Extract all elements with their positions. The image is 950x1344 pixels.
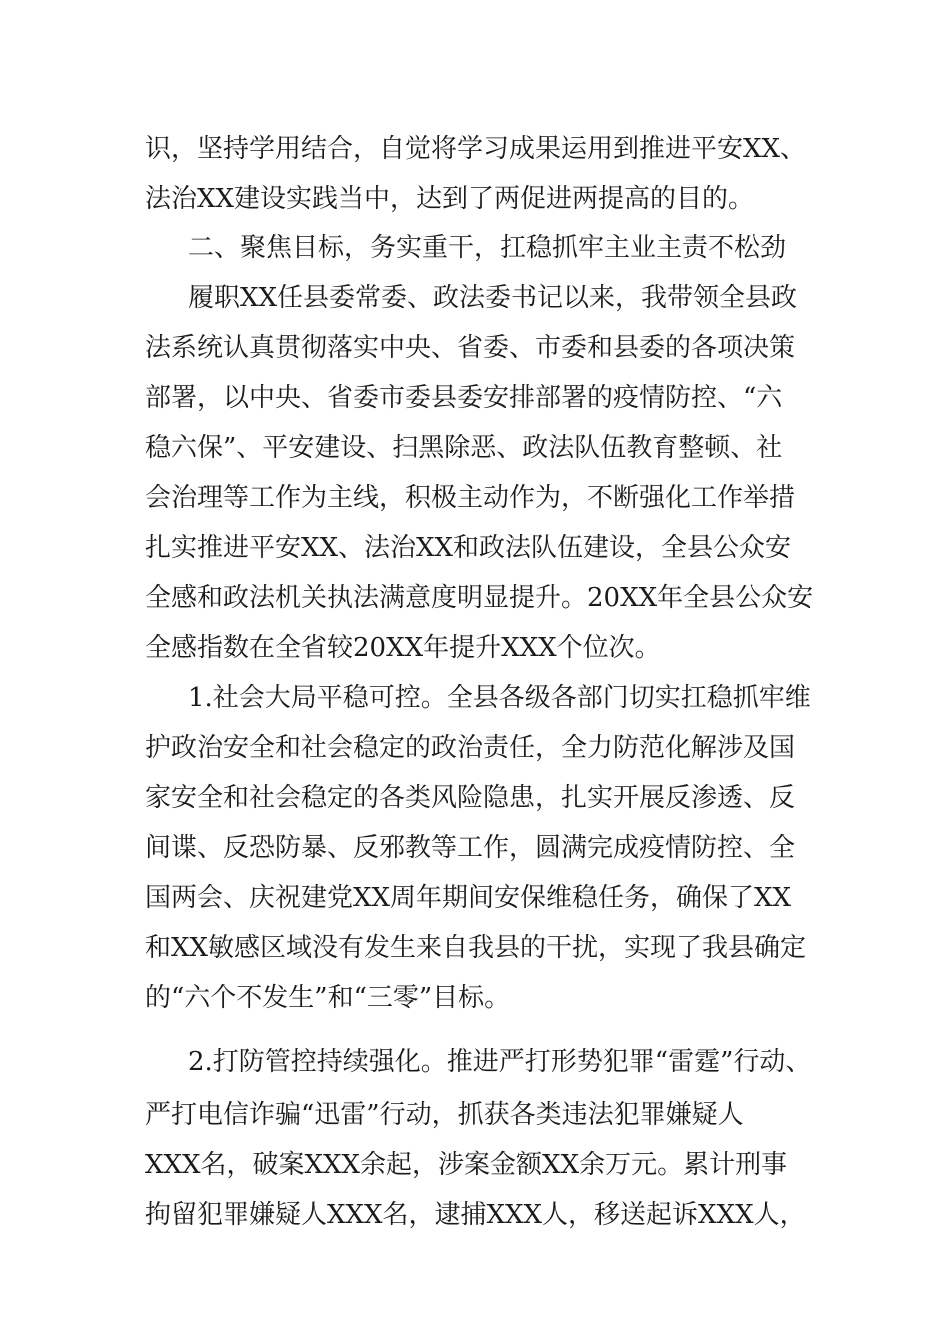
text-line-2: 法治XX建设实践当中，达到了两促进两提高的目的。 — [145, 184, 755, 214]
text-line-11: 全感指数在全省较20XX年提升XXX个位次。 — [145, 633, 661, 663]
text-line-9: 扎实推进平安XX、法治XX和政法队伍建设，全县公众安 — [145, 533, 792, 563]
text-line-13: 护政治安全和社会稳定的政治责任，全力防范化解涉及国 — [145, 733, 796, 763]
text-line-5: 法系统认真贯彻落实中央、省委、市委和县委的各项决策 — [145, 333, 796, 363]
text-line-14: 家安全和社会稳定的各类风险隐患，扎实开展反渗透、反 — [145, 783, 796, 813]
text-line-6: 部署，以中央、省委市委县委安排部署的疫情防控、“六 — [145, 383, 783, 413]
text-line-7: 稳六保”、平安建设、扫黑除恶、政法队伍教育整顿、社 — [145, 433, 783, 463]
text-line-8: 会治理等工作为主线，积极主动作为，不断强化工作举措 — [145, 483, 796, 513]
subsection-2-start: 2.打防管控持续强化。推进严打形势犯罪“雷霆”行动、 — [188, 1047, 812, 1077]
text-line-17: 和XX敏感区域没有发生来自我县的干扰，实现了我县确定 — [145, 933, 807, 963]
text-line-15: 间谍、反恐防暴、反邪教等工作，圆满完成疫情防控、全 — [145, 833, 796, 863]
text-line-22: 拘留犯罪嫌疑人XXX名，逮捕XXX人，移送起诉XXX人， — [145, 1200, 806, 1230]
section-heading-2: 二、聚焦目标，务实重干，扛稳抓牢主业主责不松劲 — [188, 233, 787, 263]
text-line-10: 全感和政法机关执法满意度明显提升。20XX年全县公众安 — [145, 583, 814, 613]
paragraph-start: 履职XX任县委常委、政法委书记以来，我带领全县政 — [188, 283, 798, 313]
text-line-20: 严打电信诈骗“迅雷”行动，抓获各类违法犯罪嫌疑人 — [145, 1100, 744, 1130]
text-line-21: XXX名，破案XXX余起，涉案金额XX余万元。累计刑事 — [145, 1150, 788, 1180]
text-line-18: 的“六个不发生”和“三零”目标。 — [145, 983, 511, 1013]
subsection-1-start: 1.社会大局平稳可控。全县各级各部门切实扛稳抓牢维 — [188, 683, 811, 713]
text-line-1: 识，坚持学用结合，自觉将学习成果运用到推进平安XX、 — [145, 134, 807, 164]
text-line-16: 国两会、庆祝建党XX周年期间安保维稳任务，确保了XX — [145, 883, 792, 913]
